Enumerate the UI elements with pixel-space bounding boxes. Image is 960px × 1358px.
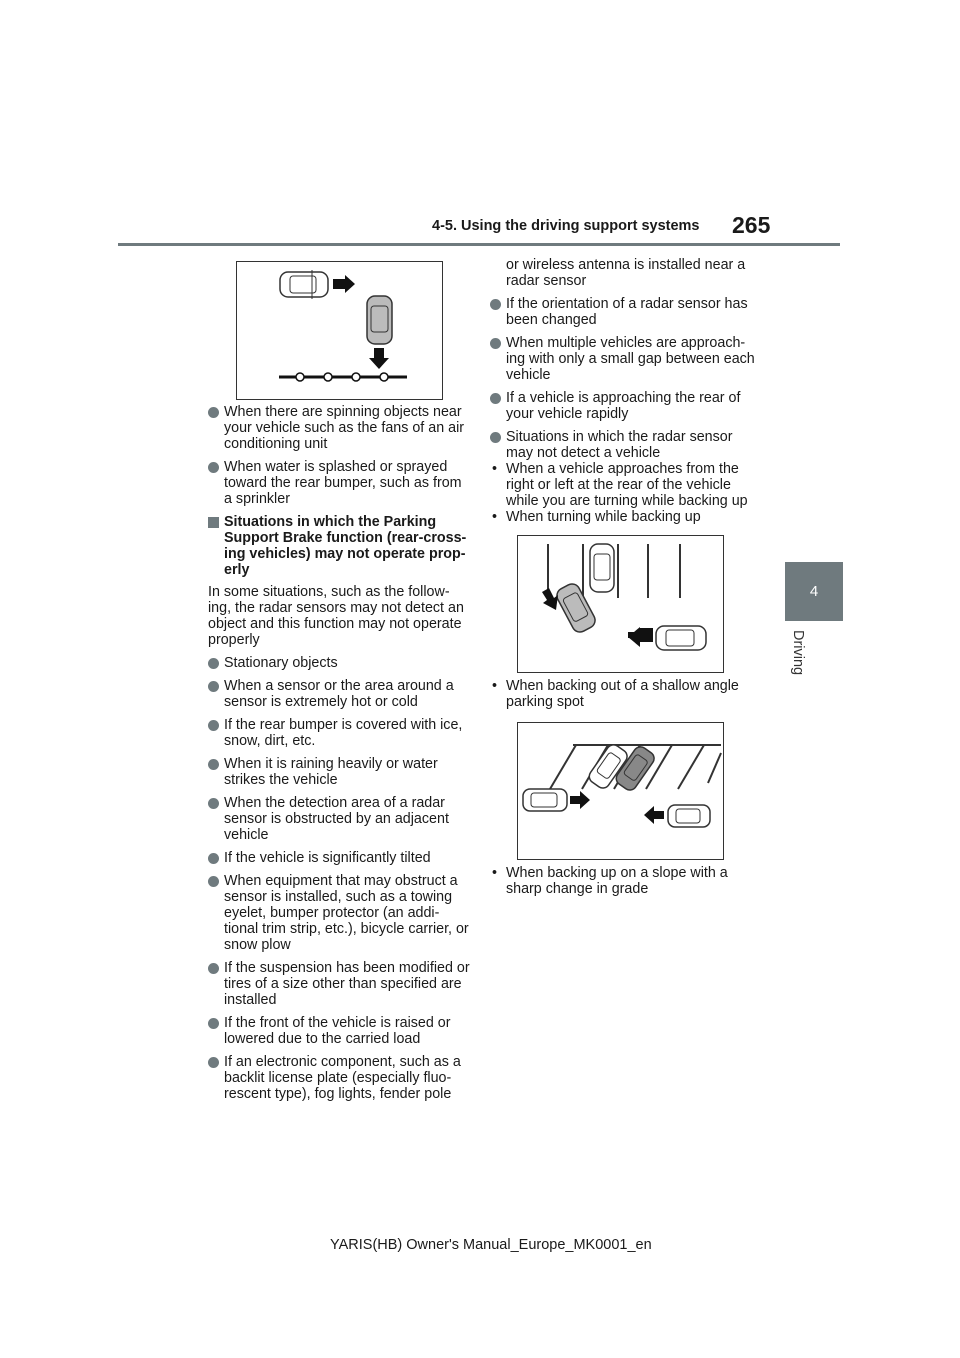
list-item: If the suspension has been modified or tires of a size other than specified are installed [208, 960, 470, 1008]
car-approaching-left-icon [668, 805, 710, 827]
sub-item: • When backing out of a shallow angle parking spot [490, 678, 755, 710]
sub-item: • When turning while backing up [490, 509, 755, 525]
list-item: When the detection area of a radar sensor is obstructed by an adjacent vehicle [208, 795, 470, 843]
arrow-down-icon [369, 348, 389, 369]
sub-item: • When a vehicle approaches from the right or left at the rear of the vehicle while you are turning while backing up [490, 461, 755, 509]
chapter-tab: 4 [785, 562, 843, 621]
list-item: If the rear bumper is covered with ice, snow, dirt, etc. [208, 717, 470, 749]
page-number: 265 [732, 212, 771, 238]
right-column-sub-3 [490, 865, 755, 897]
list-item: If the vehicle is significantly tilted [208, 850, 470, 866]
figure-angle-parking [517, 722, 724, 860]
section-heading: Situations in which the Parking Support Brake function (rear-cross-ing vehicles) may not operate prop-erly [208, 514, 470, 578]
arrow-down-left-icon [542, 588, 558, 610]
list-item: When water is splashed or sprayed toward the rear bumper, such as from a sprinkler [208, 459, 470, 507]
right-column-sub-2 [490, 678, 755, 710]
list-item: Stationary objects [208, 655, 470, 671]
car-reversing-icon [367, 296, 392, 344]
arrow-left-icon [644, 806, 664, 824]
car-approaching-right-icon [523, 789, 567, 811]
list-item: Situations in which the radar sensor may not detect a vehicle [490, 429, 755, 461]
header-rule [118, 243, 840, 246]
figure-turning-backing [517, 535, 724, 673]
figure-rear-cross-traffic [236, 261, 443, 400]
arrow-right-icon [333, 275, 355, 293]
list-item: When multiple vehicles are approach-ing with only a small gap between each vehicle [490, 335, 755, 383]
list-item: When there are spinning objects near your vehicle such as the fans of an air conditioning unit [208, 404, 470, 452]
list-item: When equipment that may obstruct a sensor is installed, such as a towing eyelet, bumper protector (an addi-tional trim strip, etc.), bicycle carrier, or snow plow [208, 873, 470, 953]
list-item: If an electronic component, such as a backlit license plate (especially fluo-rescent type), fog lights, fender pole [208, 1054, 470, 1102]
arrow-right-icon [570, 791, 590, 809]
left-column [208, 404, 470, 1109]
continuation-text: or wireless antenna is installed near a radar sensor [506, 257, 746, 289]
sub-item: • When backing up on a slope with a sharp change in grade [490, 865, 755, 897]
list-item: When it is raining heavily or water strikes the vehicle [208, 756, 470, 788]
list-item: If the orientation of a radar sensor has been changed [490, 296, 755, 328]
section-title: 4-5. Using the driving support systems [432, 218, 700, 234]
chapter-tab-label: Driving [790, 630, 806, 676]
parked-car-icon [590, 544, 614, 592]
list-item: If the front of the vehicle is raised or lowered due to the carried load [208, 1015, 470, 1047]
right-column [490, 257, 755, 525]
car-approaching-icon [656, 626, 706, 650]
footer-manual-id: YARIS(HB) Owner's Manual_Europe_MK0001_en [330, 1237, 652, 1253]
intro-paragraph: In some situations, such as the follow-ing, the radar sensors may not detect an object and this function may not operate properly [208, 584, 464, 648]
car-crossing-icon [280, 270, 328, 299]
list-item: When a sensor or the area around a sensor is extremely hot or cold [208, 678, 470, 710]
list-item: If a vehicle is approaching the rear of your vehicle rapidly [490, 390, 755, 422]
